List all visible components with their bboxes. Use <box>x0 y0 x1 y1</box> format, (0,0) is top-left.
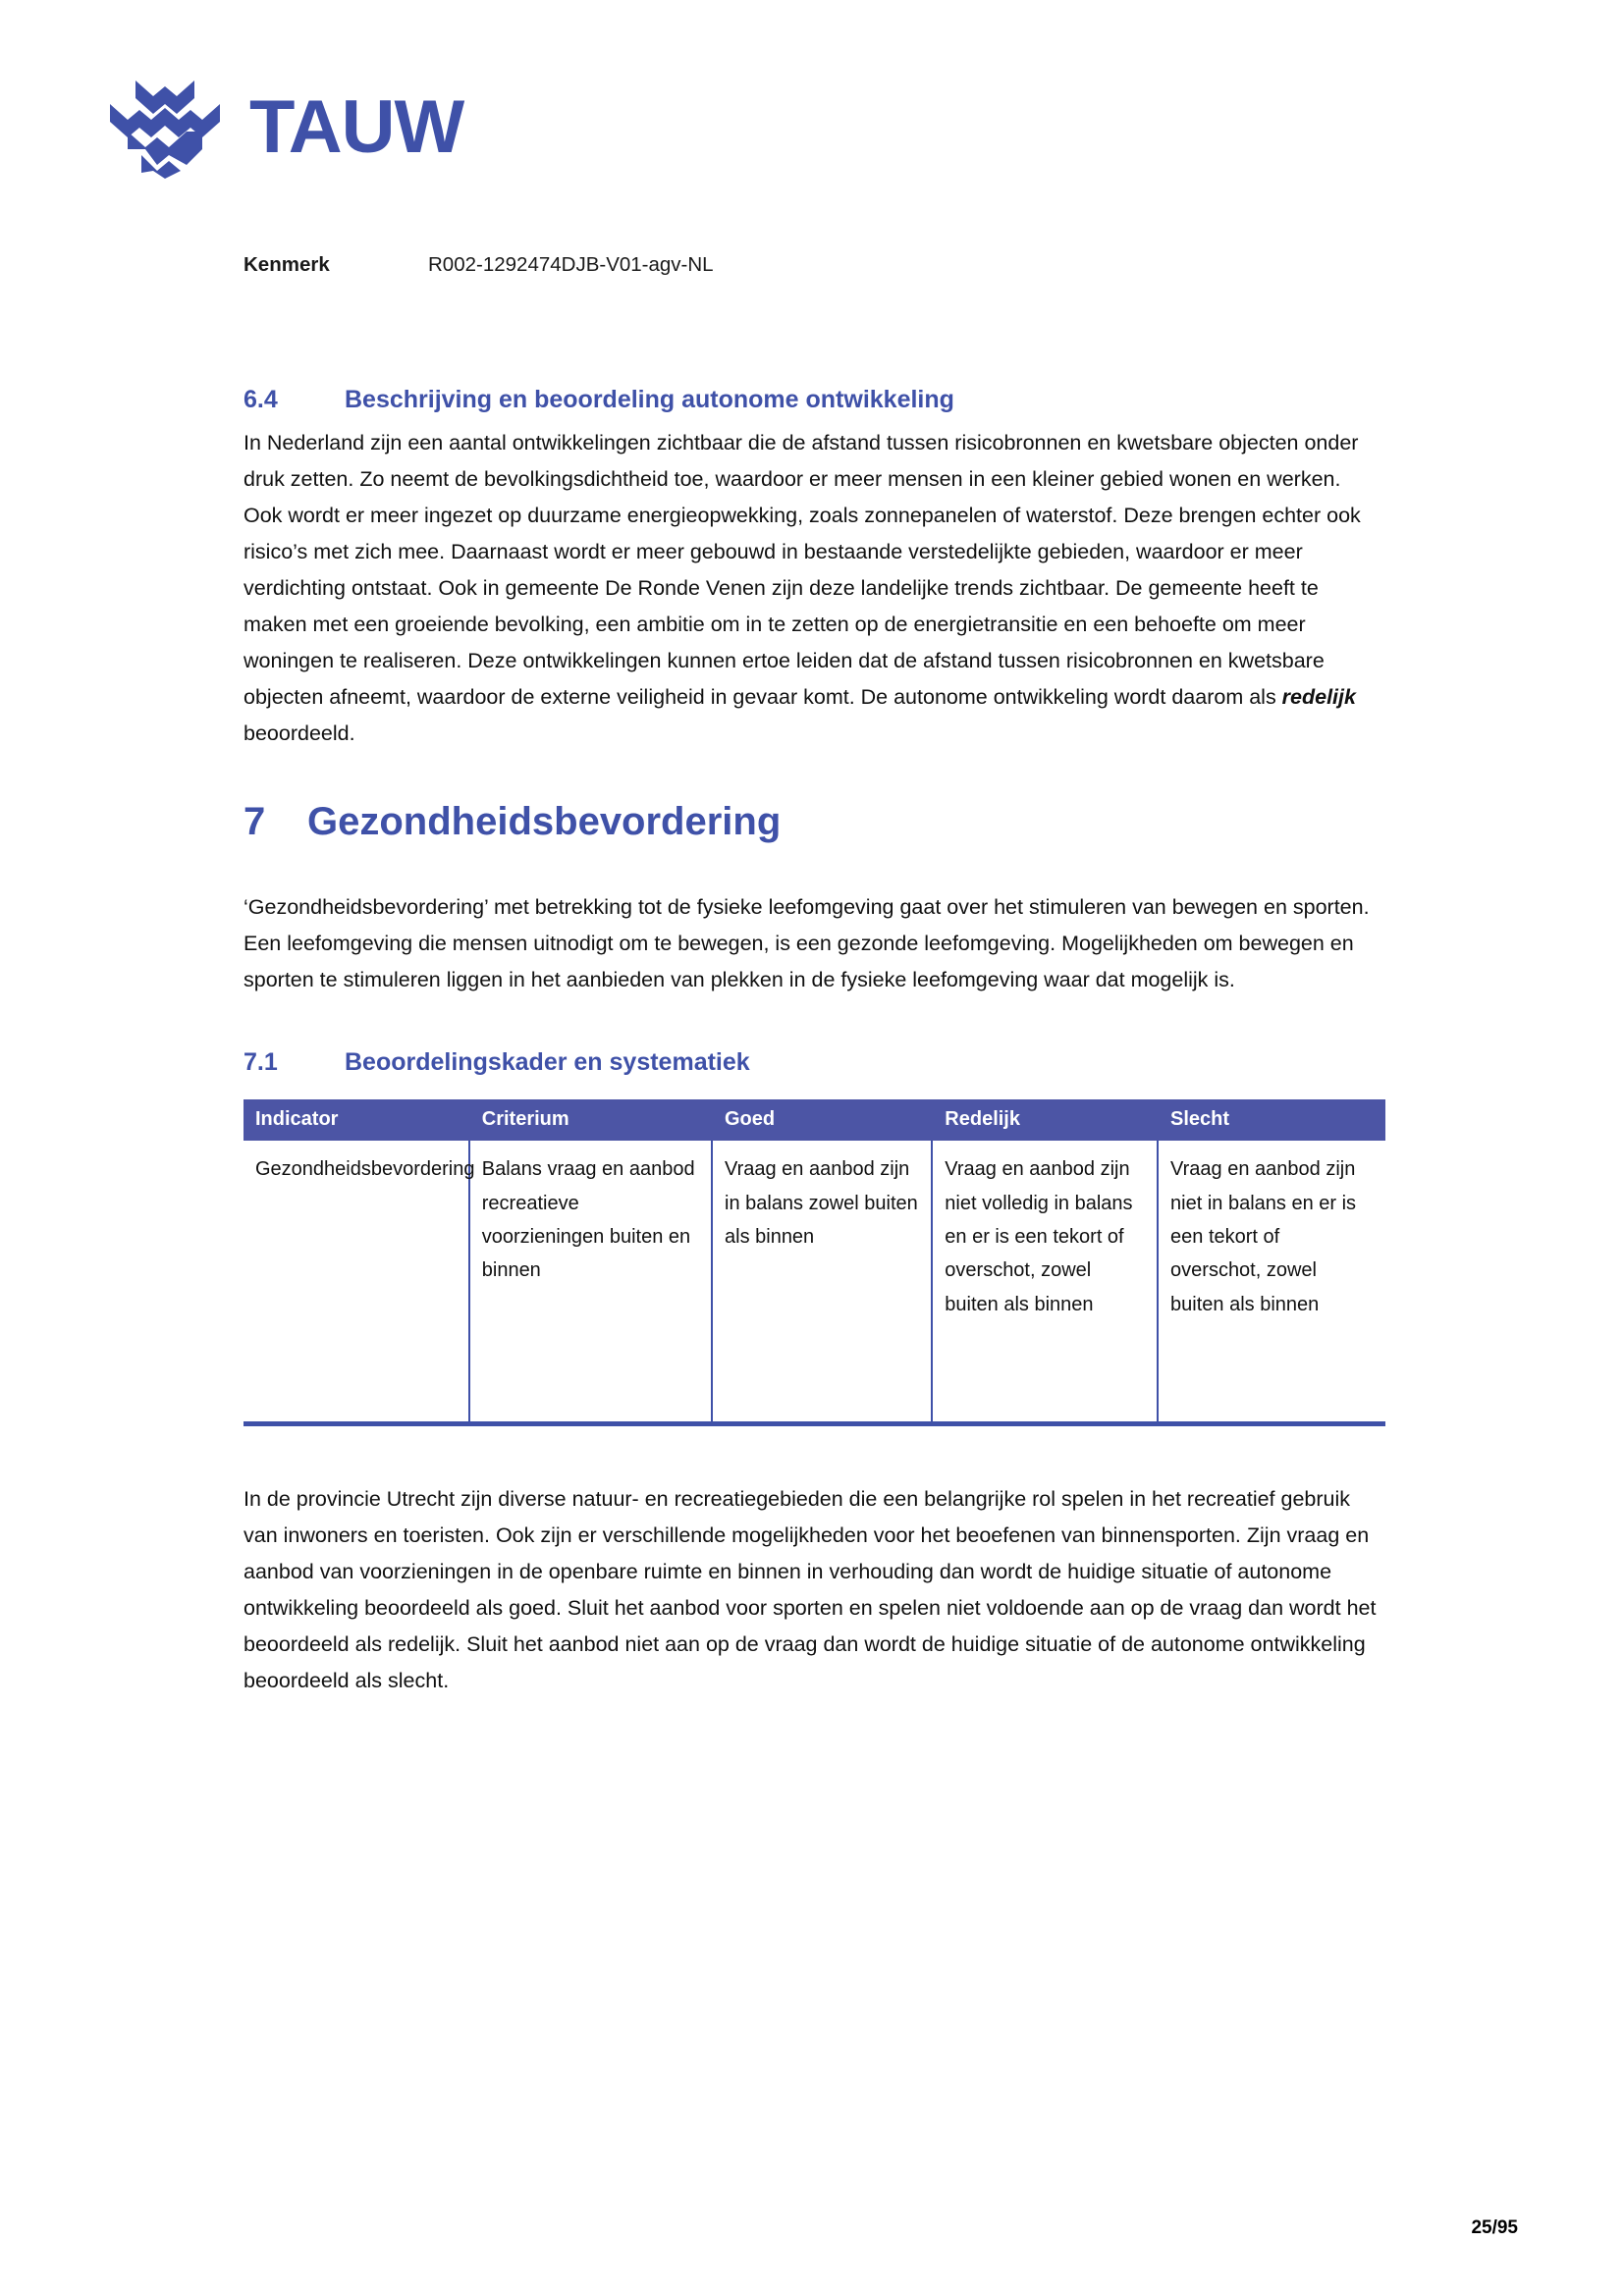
heading-7-title: Gezondheidsbevordering <box>307 799 782 843</box>
paragraph-chapter-7-intro: ‘Gezondheidsbevordering’ met betrekking tot de fysieke leefomgeving gaat over het stimuleren van bewegen en sporten. Een leefomgeving die mensen uitnodigt om te bewegen, is een gezonde leefomgeving. Mogelijkheden om bewegen en sporten te stimuleren liggen in het aanbieden van plekken in de fysieke leefomgeving waar dat mogelijk is. <box>244 894 1370 991</box>
cell-goed: Vraag en aanbod zijn in balans zowel buiten als binnen <box>712 1141 932 1424</box>
paragraph-6-4-part2: beoordeeld. <box>244 721 355 745</box>
paragraph-6-4-emphasis: redelijk <box>1281 685 1356 710</box>
paragraph-6-4 <box>244 425 1382 752</box>
cell-redelijk: Vraag en aanbod zijn niet volledig in balans en er is een tekort of overschot, zowel buiten als binnen <box>932 1141 1158 1424</box>
heading-7-1-number: 7.1 <box>244 1047 278 1076</box>
table-header-redelijk: Redelijk <box>932 1099 1158 1141</box>
spacer <box>244 1088 1382 1099</box>
table-row <box>244 1141 1385 1424</box>
cell-slecht: Vraag en aanbod zijn niet in balans en er is een tekort of overschot, zowel buiten als binnen <box>1158 1141 1385 1424</box>
tauw-chevron-logo-icon <box>106 77 224 179</box>
table-body <box>244 1141 1385 1424</box>
spacer <box>244 752 1382 797</box>
kenmerk-value: R002-1292474DJB-V01-agv-NL <box>428 253 714 276</box>
heading-section-7-1 <box>244 1047 1382 1078</box>
table-header-criterium: Criterium <box>469 1099 712 1141</box>
heading-6-4-number: 6.4 <box>244 386 278 413</box>
heading-7-number: 7 <box>244 799 266 843</box>
table-header-row <box>244 1099 1385 1141</box>
tauw-wordmark: TAUW <box>249 85 464 169</box>
paragraph-section-7-1-closing: In de provincie Utrecht zijn diverse natuur- en recreatiegebieden die een belangrijke rol spelen in het recreatief gebruik van inwoners en toeristen. Ook zijn er verschillende mogelijkheden voor het beoefenen van binnensporten. Zijn vraag en aanbod van voorzieningen in de openbare ruimte en binnen in verhouding dan wordt de huidige situatie of autonome ontwikkeling beoordeeld als goed. Sluit het aanbod voor sporten en spelen niet voldoende aan op de vraag dan wordt het beoordeeld als redelijk. Sluit het aanbod niet aan op de vraag dan wordt de huidige situatie of de autonome ontwikkeling beoordeeld als slecht. <box>244 1487 1377 1692</box>
page-number: 25/95 <box>1471 2217 1518 2238</box>
table-header-goed: Goed <box>712 1099 932 1141</box>
kenmerk-row <box>244 253 714 277</box>
kenmerk-label: Kenmerk <box>244 253 330 276</box>
cell-indicator: Gezondheidsbevordering <box>244 1141 469 1424</box>
document-content <box>244 385 1382 1699</box>
spacer <box>244 1426 1382 1481</box>
heading-6-4-title: Beschrijving en beoordeling autonome ontwikkeling <box>345 386 954 413</box>
spacer <box>244 846 1382 889</box>
heading-7-1-title: Beoordelingskader en systematiek <box>345 1047 750 1076</box>
paragraph-6-4-part1: In Nederland zijn een aantal ontwikkelingen zichtbaar die de afstand tussen risicobronnen en kwetsbare objecten onder druk zetten. Zo neemt de bevolkingsdichtheid toe, waardoor er meer mensen in een kleiner gebied wonen en werken. Ook wordt er meer ingezet op duurzame energieopwekking, zoals zonnepanelen of waterstof. Deze brengen echter ook risico’s met zich mee. Daarnaast wordt er meer gebouwd in bestaande verstedelijkte gebieden, waardoor er meer verdichting ontstaat. Ook in gemeente De Ronde Venen zijn deze landelijke trends zichtbaar. De gemeente heeft te maken met een groeiende bevolking, een ambitie om in te zetten op de energietransitie en een behoefte om meer woningen te realiseren. Deze ontwikkelingen kunnen ertoe leiden dat de afstand tussen risicobronnen en kwetsbare objecten afneemt, waardoor de externe veiligheid in gevaar komt. De autonome ontwikkeling wordt daarom als <box>244 431 1361 710</box>
table-header-slecht: Slecht <box>1158 1099 1385 1141</box>
table-header <box>244 1099 1385 1141</box>
tauw-logo <box>106 77 463 179</box>
table-header-indicator: Indicator <box>244 1099 469 1141</box>
heading-section-6-4 <box>244 385 1382 415</box>
spacer <box>244 998 1382 1047</box>
heading-chapter-7 <box>244 797 1382 846</box>
assessment-table <box>244 1099 1385 1426</box>
cell-criterium: Balans vraag en aanbod recreatieve voorzieningen buiten en binnen <box>469 1141 712 1424</box>
